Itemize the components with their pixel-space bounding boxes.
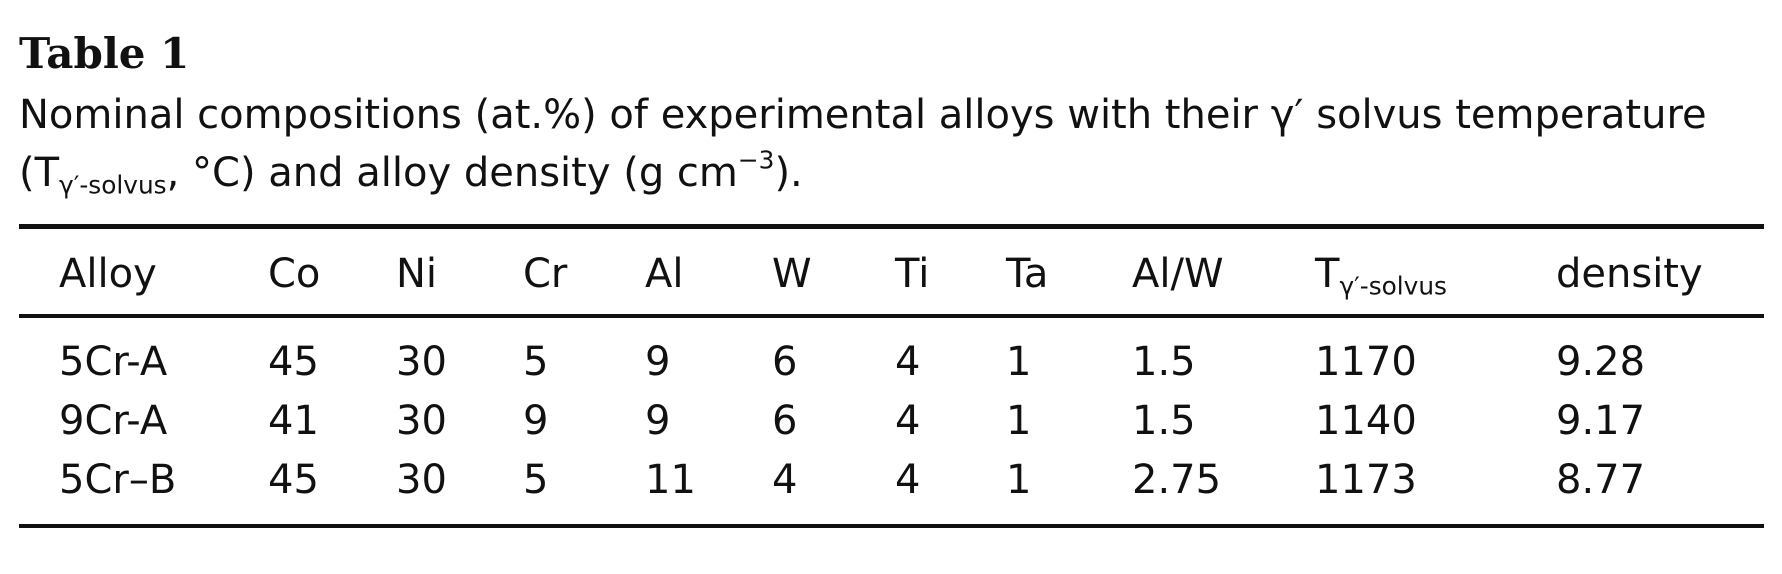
- cell-density: 9.17: [1556, 398, 1646, 444]
- solvus-symbol: T: [1315, 251, 1340, 297]
- caption-line-2: [19, 144, 1764, 202]
- caption-text: , °C) and alloy density (g cm: [166, 150, 738, 196]
- cell-ni: 30: [396, 339, 447, 385]
- cell-w: 4: [772, 457, 798, 503]
- cell-ti: 4: [895, 457, 921, 503]
- cell-density: 8.77: [1556, 457, 1646, 503]
- column-header-w: W: [772, 251, 812, 297]
- cell-co: 45: [268, 339, 319, 385]
- cell-alloy: 5Cr-A: [59, 339, 168, 385]
- column-header-ta: Ta: [1006, 251, 1049, 297]
- solvus-subscript: γ′-solvus: [1339, 271, 1447, 301]
- column-header-density: density: [1556, 251, 1703, 297]
- cell-ta: 1: [1006, 398, 1032, 444]
- column-header-alloy: Alloy: [59, 251, 157, 297]
- column-header-cr: Cr: [523, 251, 568, 297]
- cell-cr: 9: [523, 398, 549, 444]
- cell-ni: 30: [396, 457, 447, 503]
- table-row: [0, 332, 1782, 392]
- table-row: [0, 391, 1782, 451]
- cell-w: 6: [772, 339, 798, 385]
- table-label: Table 1: [19, 29, 190, 78]
- cell-alloy: 9Cr-A: [59, 398, 168, 444]
- cell-ti: 4: [895, 398, 921, 444]
- cell-solvus-temperature: 1140: [1315, 398, 1417, 444]
- column-header-al-w: Al/W: [1132, 251, 1224, 297]
- cell-co: 45: [268, 457, 319, 503]
- cell-ta: 1: [1006, 457, 1032, 503]
- table-header-row: [0, 244, 1782, 304]
- cell-ti: 4: [895, 339, 921, 385]
- caption-superscript: −3: [737, 145, 775, 175]
- cell-w: 6: [772, 398, 798, 444]
- table-row: [0, 450, 1782, 510]
- column-header-solvus-temperature: [1315, 244, 1447, 304]
- table-bottom-rule: [19, 524, 1764, 528]
- cell-ni: 30: [396, 398, 447, 444]
- table-header-rule: [19, 314, 1764, 318]
- cell-al-w: 1.5: [1132, 339, 1196, 385]
- column-header-al: Al: [645, 251, 684, 297]
- caption-subscript: γ′-solvus: [59, 170, 167, 200]
- cell-al-w: 1.5: [1132, 398, 1196, 444]
- table-top-rule: [19, 224, 1764, 229]
- caption-line-1: Nominal compositions (at.%) of experimental alloys with their γ′ solvus temperature: [19, 92, 1707, 138]
- cell-solvus-temperature: 1173: [1315, 457, 1417, 503]
- cell-al: 9: [645, 398, 671, 444]
- cell-alloy: 5Cr–B: [59, 457, 177, 503]
- caption-text: (T: [19, 150, 60, 196]
- cell-cr: 5: [523, 457, 549, 503]
- cell-ta: 1: [1006, 339, 1032, 385]
- cell-al: 11: [645, 457, 696, 503]
- caption-text: ).: [774, 150, 803, 196]
- column-header-co: Co: [268, 251, 321, 297]
- cell-cr: 5: [523, 339, 549, 385]
- column-header-ni: Ni: [396, 251, 438, 297]
- cell-co: 41: [268, 398, 319, 444]
- table-caption: [19, 86, 1764, 202]
- cell-density: 9.28: [1556, 339, 1646, 385]
- column-header-ti: Ti: [895, 251, 930, 297]
- cell-al-w: 2.75: [1132, 457, 1222, 503]
- cell-al: 9: [645, 339, 671, 385]
- cell-solvus-temperature: 1170: [1315, 339, 1417, 385]
